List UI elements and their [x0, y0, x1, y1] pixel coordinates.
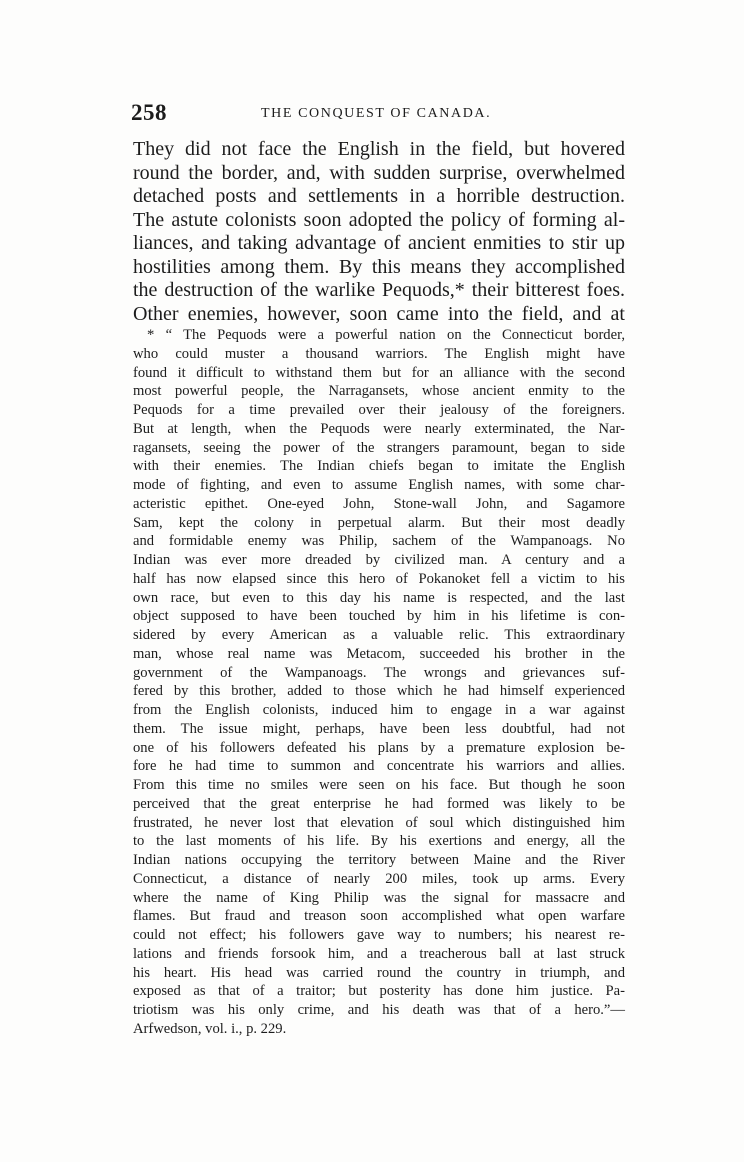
footnote-line: them. The issue might, perhaps, have been less doubtful, had not [133, 720, 625, 737]
footnote-line: Pequods for a time prevailed over their jealousy of the foreigners. [133, 402, 625, 418]
footnote-line: flames. But fraud and treason soon accomplished what open warfare [133, 908, 625, 925]
footnote-line: exposed as that of a traitor; but posterity has done him justice. Pa- [133, 983, 625, 1000]
footnote-line: man, whose real name was Metacom, succeeded his brother in the [133, 645, 625, 662]
body-line: liances, and taking advantage of ancient enmities to stir up [133, 232, 625, 254]
footnote-line: object supposed to have been touched by him in his lifetime is con- [133, 608, 625, 625]
footnote-line: mode of fighting, and even to assume English names, with some char- [133, 477, 625, 493]
footnote-line: fore he had time to summon and concentrate his warriors and allies. [133, 758, 625, 775]
page-header [131, 100, 625, 130]
footnote-line: * “ The Pequods were a powerful nation on the Connecticut border, [147, 327, 625, 343]
body-line: They did not face the English in the field, but hovered [133, 138, 625, 160]
footnote-line: But at length, when the Pequods were nearly exterminated, the Nar- [133, 420, 625, 437]
footnote-line: Sam, kept the colony in perpetual alarm. But their most deadly [133, 514, 625, 531]
running-head: THE CONQUEST OF CANADA. [261, 106, 492, 121]
footnote-line: his heart. His head was carried round the country in triumph, and [133, 964, 625, 981]
footnote-line: who could muster a thousand warriors. The English might have [133, 345, 625, 362]
page-number: 258 [131, 100, 167, 125]
footnote-line: acteristic epithet. One-eyed John, Stone-wall John, and Sagamore [133, 495, 625, 512]
footnote-line: half has now elapsed since this hero of Pokanoket fell a victim to his [133, 570, 625, 587]
footnote-line: to the last moments of his life. By his exertions and energy, all the [133, 833, 625, 850]
footnote-line: sidered by every American as a valuable relic. This extraordinary [133, 627, 625, 643]
body-paragraph [133, 138, 625, 326]
footnote-line: Connecticut, a distance of nearly 200 miles, took up arms. Every [133, 870, 625, 887]
footnote-line: From this time no smiles were seen on his face. But though he soon [133, 777, 625, 793]
footnote-line: government of the Wampanoags. The wrongs and grievances suf- [133, 664, 625, 681]
footnote-line: one of his followers defeated his plans by a premature explosion be- [133, 739, 625, 756]
footnote-line: ragansets, seeing the power of the strangers paramount, began to side [133, 439, 625, 456]
footnote-line: with their enemies. The Indian chiefs began to imitate the English [133, 458, 625, 475]
footnote-line: triotism was his only crime, and his death was that of a hero.”— [133, 1002, 625, 1018]
footnote-line: could not effect; his followers gave way to numbers; his nearest re- [133, 927, 625, 943]
footnote-line: Arfwedson, vol. i., p. 229. [133, 1020, 287, 1037]
footnote-line: from the English colonists, induced him to engage in a war against [133, 702, 625, 718]
footnote-line: Indian was ever more dreaded by civilized man. A century and a [133, 552, 625, 568]
body-line: Other enemies, however, soon came into the field, and at [133, 302, 625, 325]
body-line: hostilities among them. By this means they accomplished [133, 255, 625, 278]
footnote-line: most powerful people, the Narragansets, whose ancient enmity to the [133, 383, 625, 400]
footnote-line: and formidable enemy was Philip, sachem of the Wampanoags. No [133, 533, 625, 550]
footnote-line: frustrated, he never lost that elevation of soul which distinguished him [133, 814, 625, 831]
footnote [133, 326, 625, 1039]
footnote-line: own race, but even to this day his name is respected, and the last [133, 589, 625, 606]
footnote-line: where the name of King Philip was the signal for massacre and [133, 889, 625, 906]
body-line: detached posts and settlements in a horrible destruction. [133, 185, 625, 207]
footnote-line: fered by this brother, added to those which he had himself experienced [133, 683, 625, 700]
body-line: round the border, and, with sudden surprise, overwhelmed [133, 161, 625, 184]
footnote-line: Indian nations occupying the territory between Maine and the River [133, 852, 625, 868]
footnote-line: perceived that the great enterprise he had formed was likely to be [133, 795, 625, 812]
footnote-line: lations and friends forsook him, and a treacherous ball at last struck [133, 945, 625, 962]
footnote-line: found it difficult to withstand them but for an alliance with the second [133, 364, 625, 381]
body-line: The astute colonists soon adopted the policy of forming al- [133, 208, 625, 231]
body-line: the destruction of the warlike Pequods,* their bitterest foes. [133, 279, 625, 301]
